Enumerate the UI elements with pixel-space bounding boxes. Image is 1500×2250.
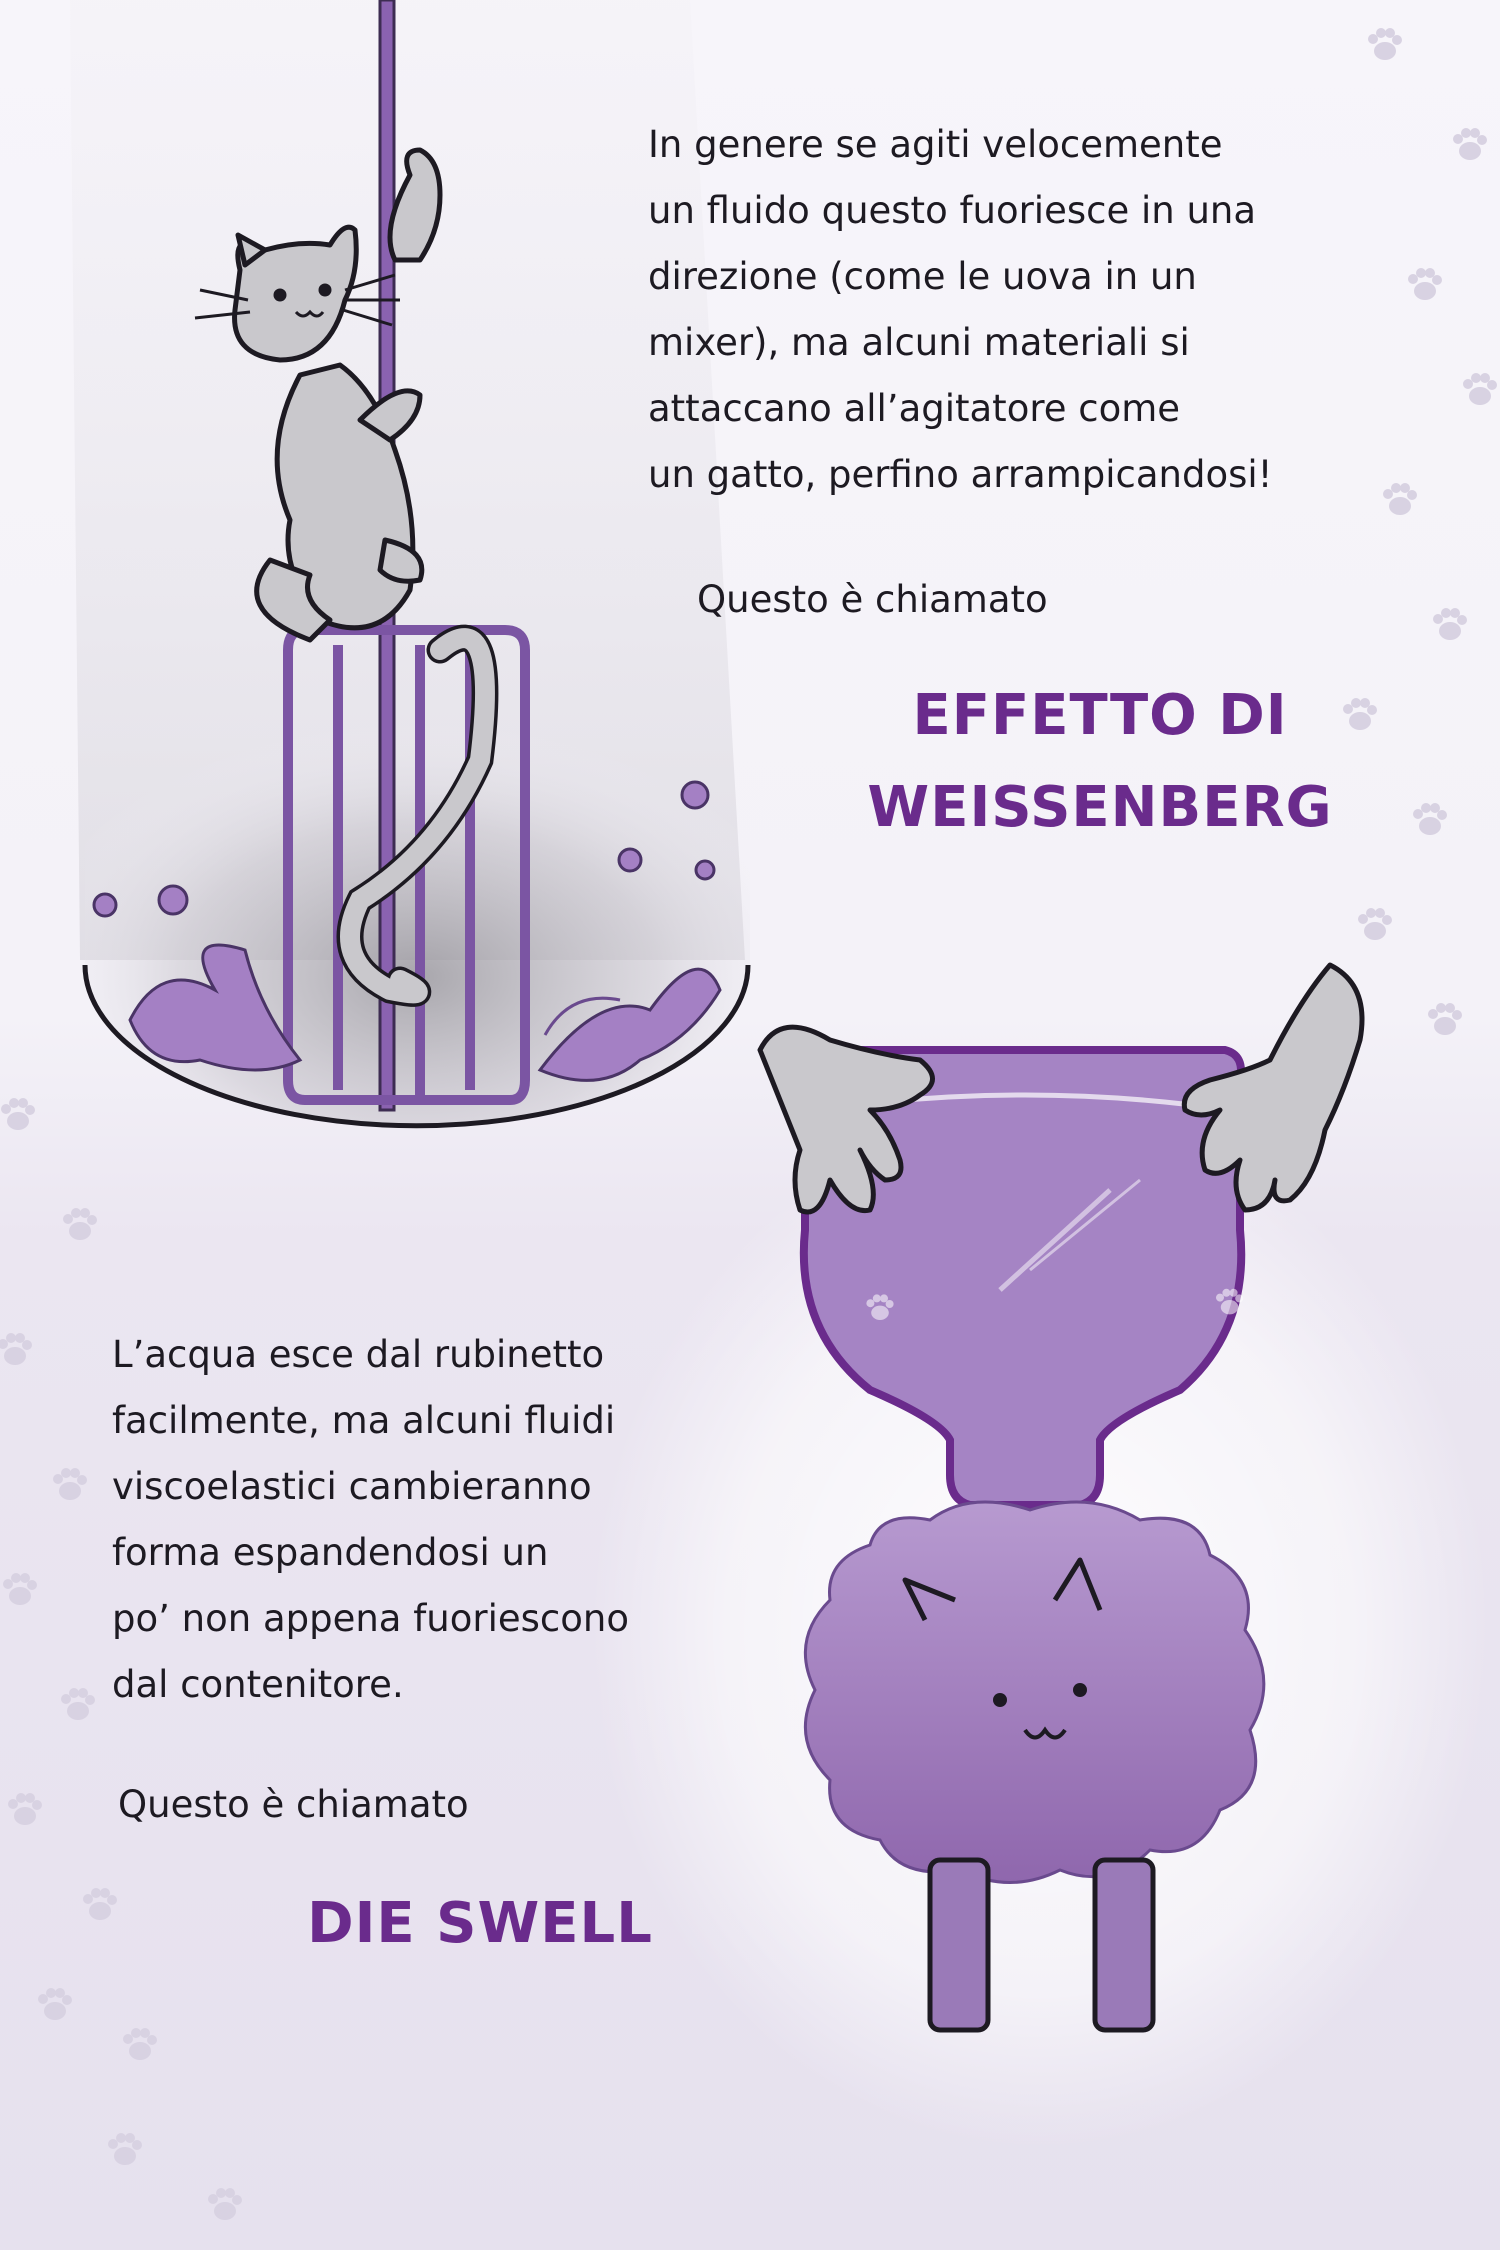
die-swell-heading: [300, 1878, 660, 1970]
heading-line: DIE SWELL: [307, 1891, 653, 1956]
die-swell-lead-in: Questo è chiamato: [118, 1783, 469, 1826]
paragraph-line: forma espandendosi un: [112, 1531, 549, 1574]
weissenberg-lead-in: Questo è chiamato: [697, 578, 1048, 621]
paragraph-line: dal contenitore.: [112, 1663, 404, 1706]
paragraph-line: attaccano all’agitatore come: [648, 387, 1181, 430]
paragraph-line: mixer), ma alcuni materiali si: [648, 321, 1190, 364]
heading-line: EFFETTO DI: [912, 683, 1288, 748]
paragraph-line: facilmente, ma alcuni fluidi: [112, 1399, 616, 1442]
paragraph-line: un fluido questo fuoriesce in una: [648, 189, 1257, 232]
paragraph-line: direzione (come le uova in un: [648, 255, 1197, 298]
weissenberg-heading: [820, 670, 1380, 854]
paragraph-line: po’ non appena fuoriescono: [112, 1597, 629, 1640]
paragraph-line: L’acqua esce dal rubinetto: [112, 1333, 605, 1376]
die-swell-bottle-illustration: [590, 965, 1490, 2150]
paragraph-line: In genere se agiti velocemente: [648, 123, 1223, 166]
weissenberg-description: [648, 112, 1273, 508]
heading-line: WEISSENBERG: [867, 775, 1333, 840]
paragraph-line: viscoelastici cambieranno: [112, 1465, 592, 1508]
die-swell-description: [112, 1322, 629, 1718]
paragraph-line: un gatto, perfino arrampicandosi!: [648, 453, 1273, 496]
